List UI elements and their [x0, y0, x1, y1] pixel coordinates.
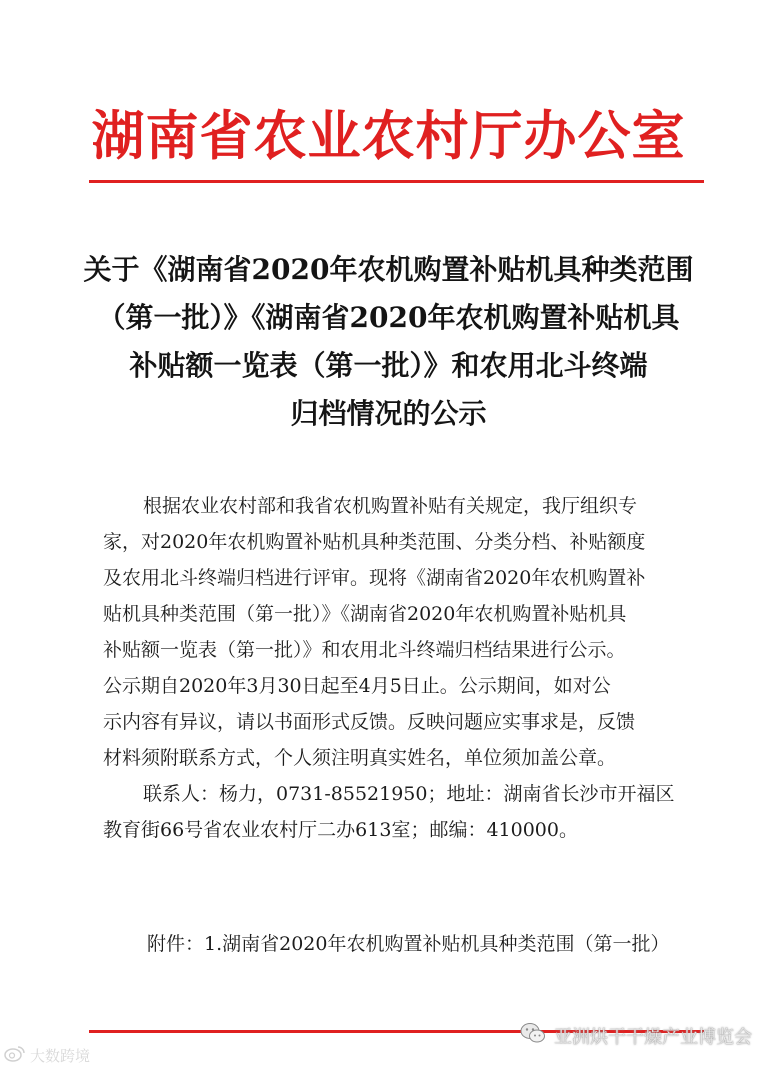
body-line: 补贴额一览表（第一批）》和农用北斗终端归档结果进行公示。: [103, 639, 626, 661]
org-letterhead-title: 湖南省农业农村厅办公室: [91, 105, 686, 167]
source-watermark-right: [520, 1022, 752, 1049]
notice-title-line-3: 补贴额一览表（第一批）》和农用北斗终端: [129, 349, 648, 382]
body-line: 根据农业农村部和我省农机购置补贴有关规定，我厅组织专: [143, 495, 638, 517]
source-watermark-text: 亚洲烘干干燥产业博览会: [554, 1026, 752, 1048]
notice-title-line-4: 归档情况的公示: [290, 397, 487, 430]
notice-body: [103, 488, 703, 848]
body-line: 公示期自2020年3月30日起至4月5日止。公示期间，如对公: [103, 675, 611, 697]
notice-title: [80, 246, 697, 438]
contact-line: 教育街66号省农业农村厅二办613室；邮编：410000。: [103, 819, 578, 841]
notice-title-line-2: （第一批）》《湖南省2020年农机购置补贴机具: [97, 301, 680, 334]
contact-line: 联系人：杨力，0731-85521950；地址：湖南省长沙市开福区: [143, 783, 675, 805]
letterhead-red-rule: [89, 180, 704, 183]
body-line: 贴机具种类范围（第一批）》《湖南省2020年农机购置补贴机具: [103, 603, 627, 625]
body-line: 家，对2020年农机购置补贴机具种类范围、分类分档、补贴额度: [103, 531, 646, 553]
weibo-logo-icon: [4, 1044, 26, 1066]
body-line: 及农用北斗终端归档进行评审。现将《湖南省2020年农机购置补: [103, 567, 646, 589]
body-line: 示内容有异议，请以书面形式反馈。反映问题应实事求是，反馈: [103, 711, 636, 733]
attachment-line: 附件：1.湖南省2020年农机购置补贴机具种类范围（第一批）: [147, 933, 670, 955]
body-line: 材料须附联系方式，个人须注明真实姓名，单位须加盖公章。: [103, 747, 617, 769]
notice-title-line-1: 关于《湖南省2020年农机购置补贴机具种类范围: [83, 253, 694, 286]
source-watermark-text: 大数跨境: [30, 1046, 91, 1065]
wechat-logo-icon: [520, 1022, 546, 1049]
source-watermark-left: [4, 1044, 90, 1066]
